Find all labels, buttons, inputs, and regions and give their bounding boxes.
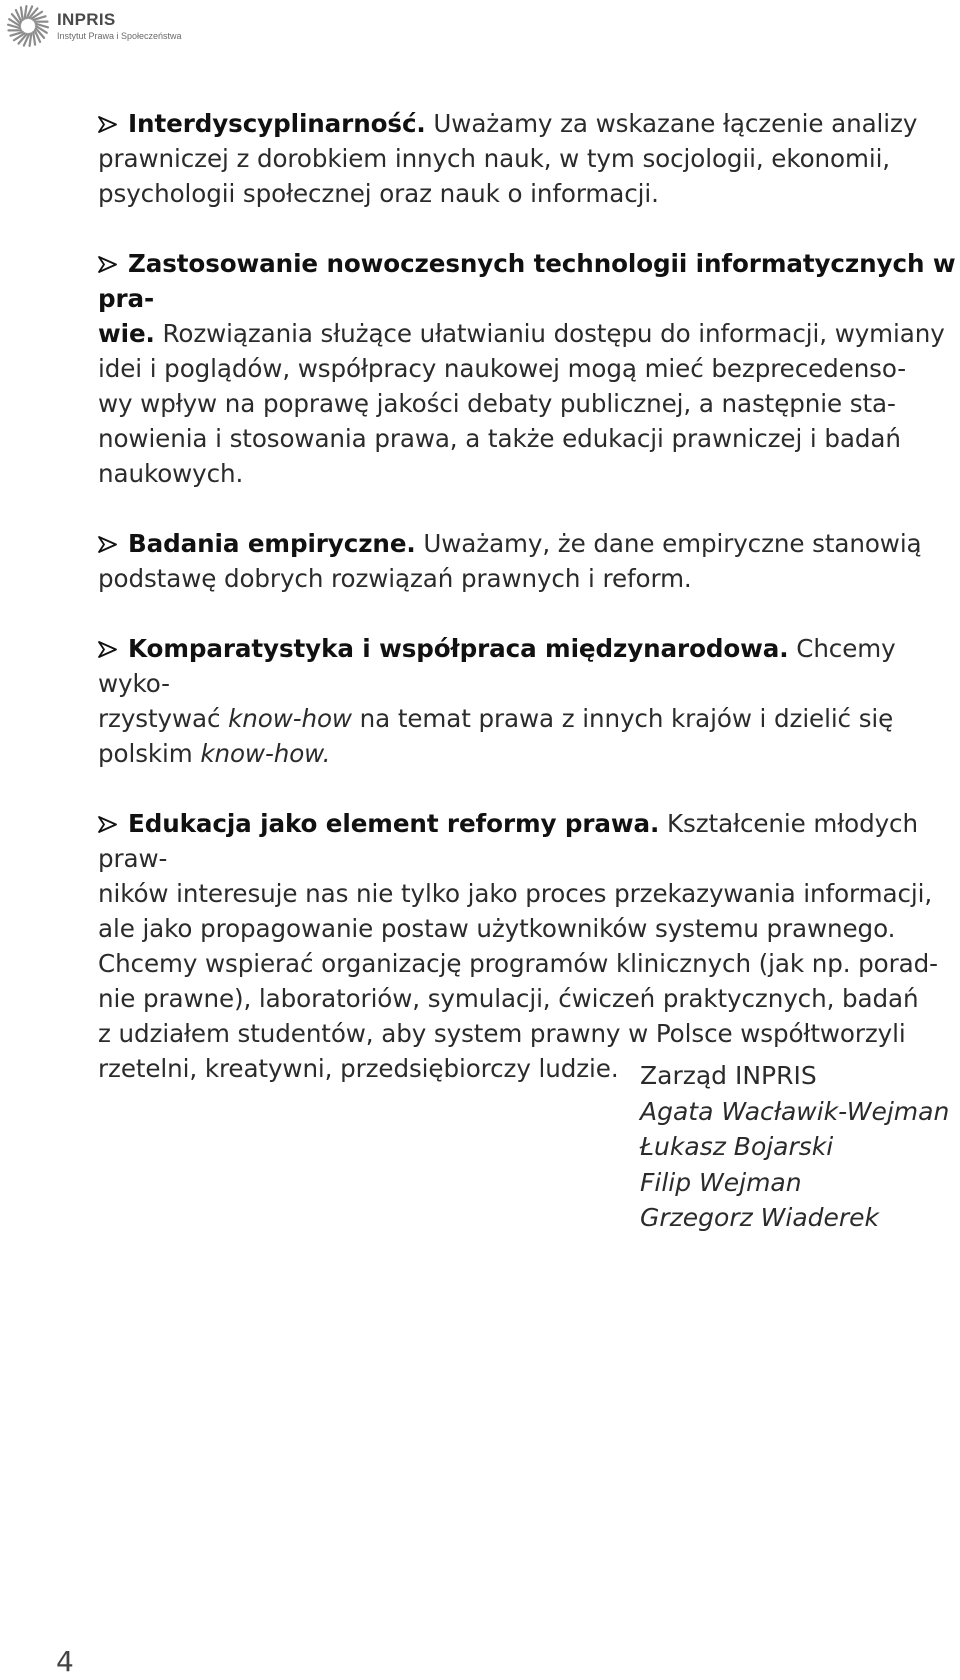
sunburst-logo-icon (6, 4, 50, 48)
list-item-technology (98, 246, 960, 491)
arrowhead-bullet-icon (98, 631, 128, 666)
item-text: prawniczej z dorobkiem innych nauk, w tym socjologii, ekonomii, (98, 144, 891, 173)
item-text: Kształcenie młodych praw- (98, 809, 918, 873)
item-text: nie prawne), laboratoriów, symulacji, ćwiczeń praktycznych, badań (98, 984, 919, 1013)
item-text: idei i poglądów, współpracy naukowej mogą mieć bezprecedenso- (98, 354, 907, 383)
item-italic-text: know-how (228, 704, 352, 733)
item-text: Chcemy wspierać organizację programów klinicznych (jak np. porad- (98, 949, 938, 978)
arrowhead-bullet-icon (98, 806, 128, 841)
signature-name: Grzegorz Wiaderek (640, 1203, 880, 1232)
page-number: 4 (56, 1645, 74, 1678)
item-heading: Komparatystyka i współpraca międzynarodowa. (128, 634, 789, 663)
item-text: Chcemy wyko- (98, 634, 896, 698)
signature-name: Filip Wejman (640, 1167, 802, 1197)
logo-subtitle: Instytut Prawa i Społeczeństwa (57, 31, 182, 41)
item-text: ników interesuje nas nie tylko jako proces przekazywania informacji, (98, 879, 933, 908)
list-item-comparative (98, 631, 960, 771)
arrowhead-bullet-icon (98, 106, 128, 141)
list-item-empirical-research (98, 526, 960, 596)
signature-name: Agata Wacławik-Wejman (640, 1096, 950, 1126)
item-text: ale jako propagowanie postaw użytkowników systemu prawnego. (98, 914, 896, 943)
item-text: rzetelni, kreatywni, przedsiębiorczy ludzie. (98, 1054, 619, 1083)
list-item-interdisciplinarity (98, 106, 960, 211)
signature-heading: Zarząd INPRIS (640, 1061, 817, 1090)
item-text: Rozwiązania służące ułatwianiu dostępu do informacji, wymiany (154, 319, 945, 348)
item-text: Uważamy, że dane empiryczne stanowią (415, 529, 922, 558)
arrowhead-bullet-icon (98, 526, 128, 561)
item-heading: Interdyscyplinarność. (128, 109, 426, 138)
item-italic-text: know-how. (200, 739, 331, 768)
item-heading: wie. (98, 319, 155, 348)
item-heading: Badania empiryczne. (128, 529, 416, 558)
signature-block (640, 1058, 949, 1236)
item-text: naukowych. (98, 459, 244, 488)
item-text: Uważamy za wskazane łączenie analizy (425, 109, 918, 138)
item-text: na temat prawa z innych krajów i dzielić się (351, 704, 894, 733)
signature-name: Łukasz Bojarski (640, 1132, 834, 1161)
item-text: z udziałem studentów, aby system prawny w Polsce współtworzyli (98, 1019, 906, 1048)
item-heading: Zastosowanie nowoczesnych technologii informatycznych w pra- (98, 249, 956, 313)
arrowhead-bullet-icon (98, 246, 128, 281)
inpris-logo (6, 4, 182, 48)
item-text: podstawę dobrych rozwiązań prawnych i reform. (98, 564, 692, 593)
item-heading: Edukacja jako element reformy prawa. (128, 809, 660, 838)
item-text: rzystywać (98, 704, 229, 733)
logo-name: INPRIS (57, 10, 116, 29)
item-text: psychologii społecznej oraz nauk o informacji. (98, 179, 659, 208)
main-text (98, 106, 960, 1121)
item-text: nowienia i stosowania prawa, a także edukacji prawniczej i badań (98, 424, 901, 453)
list-item-education (98, 806, 960, 1086)
item-text: polskim (98, 739, 201, 768)
item-text: wy wpływ na poprawę jakości debaty publicznej, a następnie sta- (98, 389, 896, 418)
